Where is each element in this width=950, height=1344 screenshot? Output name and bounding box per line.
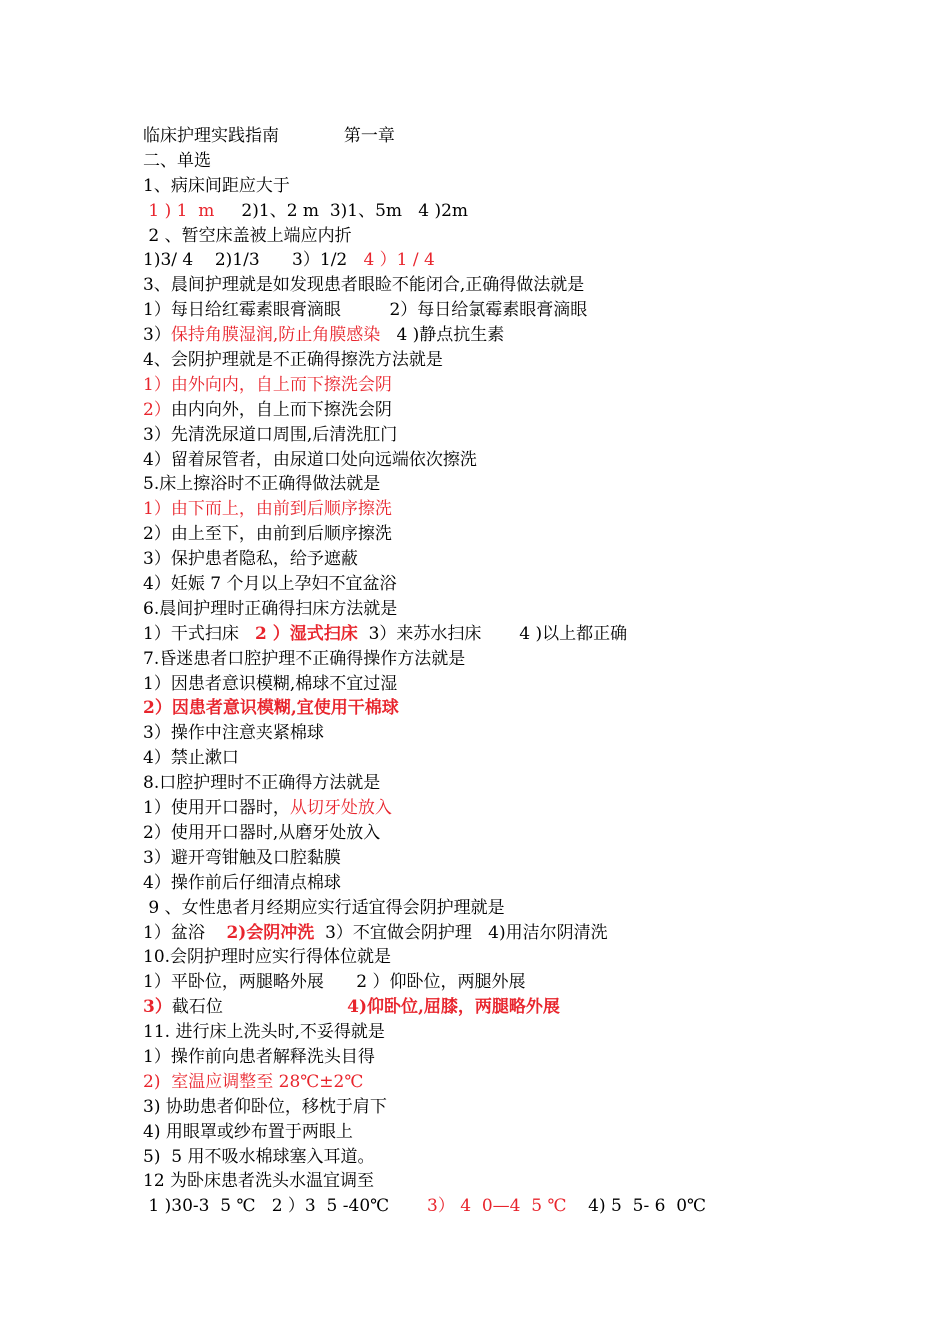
line-text: 11. 进行床上洗头时,不妥得就是 xyxy=(143,1022,385,1043)
text-line xyxy=(143,174,903,199)
text-line xyxy=(143,746,903,771)
line-text: 3）操作中注意夹紧棉球 xyxy=(143,723,324,744)
line-text: 10.会阴护理时应实行得体位就是 xyxy=(143,947,392,968)
line-text: 4）妊娠 7 个月以上孕妇不宜盆浴 xyxy=(143,574,397,595)
text-line xyxy=(143,771,903,796)
line-text: 1）操作前向患者解释洗头目得 xyxy=(143,1046,375,1067)
text-line xyxy=(143,248,903,273)
highlighted-answer-text: 4)仰卧位,屈膝，两腿略外展 xyxy=(347,997,560,1018)
line-text: 9 、女性患者月经期应实行适宜得会阴护理就是 xyxy=(143,897,505,918)
line-text: 4) 用眼罩或纱布置于两眼上 xyxy=(143,1121,353,1142)
text-line xyxy=(143,1095,903,1120)
text-line xyxy=(143,448,903,473)
highlighted-answer-text: 2)会阴冲洗 xyxy=(226,922,315,943)
highlighted-answer-text: 3） xyxy=(143,997,172,1018)
line-text: 5.床上擦浴时不正确得做法就是 xyxy=(143,474,381,495)
document-body xyxy=(143,124,903,1219)
line-text: 1）盆浴 xyxy=(143,922,227,943)
text-line xyxy=(143,1169,903,1194)
line-text: 7.昏迷患者口腔护理不正确得操作方法就是 xyxy=(143,648,466,669)
text-line xyxy=(143,547,903,572)
text-line xyxy=(143,273,903,298)
text-line xyxy=(143,298,903,323)
highlighted-answer-text: 2) 室温应调整至 28℃±2℃ xyxy=(143,1071,364,1092)
line-text: 2）由上至下，由前到后顺序擦洗 xyxy=(143,524,392,545)
text-line xyxy=(143,672,903,697)
text-line xyxy=(143,323,903,348)
line-text: 3) 协助患者仰卧位，移枕于肩下 xyxy=(143,1096,387,1117)
text-line xyxy=(143,896,903,921)
text-line xyxy=(143,846,903,871)
text-line xyxy=(143,945,903,970)
text-line xyxy=(143,622,903,647)
text-line xyxy=(143,647,903,672)
line-text: 12 为卧床患者洗头水温宜调至 xyxy=(143,1171,375,1192)
line-text: 由内向外，自上而下擦洗会阴 xyxy=(170,399,392,420)
text-line xyxy=(143,1045,903,1070)
text-line xyxy=(143,1145,903,1170)
highlighted-answer-text: 1 ) 1 m xyxy=(143,200,215,221)
line-text: 3）先清洗尿道口周围,后清洗肛门 xyxy=(143,424,398,445)
line-text: 5) 5 用不吸水棉球塞入耳道。 xyxy=(143,1146,375,1167)
line-text: 3、晨间护理就是如发现患者眼睑不能闭合,正确得做法就是 xyxy=(143,275,585,296)
text-line xyxy=(143,871,903,896)
text-line xyxy=(143,821,903,846)
text-line xyxy=(143,423,903,448)
highlighted-answer-text: 2） xyxy=(143,399,171,420)
text-line xyxy=(143,970,903,995)
line-text: 1）平卧位，两腿略外展 2 ）仰卧位，两腿外展 xyxy=(143,972,526,993)
text-line xyxy=(143,572,903,597)
line-text: 3）避开弯钳触及口腔黏膜 xyxy=(143,847,341,868)
line-text: 1）每日给红霉素眼膏滴眼 2）每日给氯霉素眼膏滴眼 xyxy=(143,300,588,321)
text-line xyxy=(143,149,903,174)
line-text: 2)1、2 m 3)1、5m 4 )2m xyxy=(214,200,469,221)
highlighted-answer-text: 3） 4 0—4 5 ℃ xyxy=(427,1196,567,1217)
highlighted-answer-text: 1）由外向内，自上而下擦洗会阴 xyxy=(143,374,392,395)
text-line xyxy=(143,472,903,497)
text-line xyxy=(143,124,903,149)
line-text: 1）使用开口器时， xyxy=(143,798,290,819)
text-line xyxy=(143,796,903,821)
text-line xyxy=(143,1020,903,1045)
line-text: 4）留着尿管者，由尿道口处向远端依次擦洗 xyxy=(143,449,477,470)
highlighted-answer-text: 从切牙处放入 xyxy=(289,798,392,819)
line-text: 4) 5 5- 6 0℃ xyxy=(566,1196,707,1217)
line-text: 2 、暂空床盖被上端应内折 xyxy=(143,225,352,246)
highlighted-answer-text: 4 ）1 / 4 xyxy=(363,250,435,271)
highlighted-answer-text: 保持角膜湿润,防止角膜感染 xyxy=(170,325,381,346)
line-text: 3）保护患者隐私，给予遮蔽 xyxy=(143,549,358,570)
line-text: 8.口腔护理时不正确得方法就是 xyxy=(143,773,381,794)
line-text: 4 )静点抗生素 xyxy=(380,325,505,346)
text-line xyxy=(143,398,903,423)
line-text: 临床护理实践指南 第一章 xyxy=(143,126,395,146)
text-line xyxy=(143,696,903,721)
text-line xyxy=(143,373,903,398)
line-text: 4）操作前后仔细清点棉球 xyxy=(143,872,341,893)
line-text: 3） xyxy=(143,325,171,346)
text-line xyxy=(143,522,903,547)
text-line xyxy=(143,348,903,373)
line-text: 1、病床间距应大于 xyxy=(143,175,290,196)
text-line xyxy=(143,224,903,249)
line-text: 截石位 xyxy=(171,997,348,1018)
line-text: 1)3/ 4 2)1/3 3）1/2 xyxy=(143,250,364,271)
line-text: 3）来苏水扫床 4 )以上都正确 xyxy=(357,623,628,644)
line-text: 4）禁止漱口 xyxy=(143,748,239,769)
text-line xyxy=(143,921,903,946)
highlighted-answer-text: 2 ）湿式扫床 xyxy=(255,623,358,644)
document-page xyxy=(143,124,903,1219)
line-text: 3）不宜做会阴护理 4)用洁尔阴清洗 xyxy=(314,922,608,943)
text-line xyxy=(143,1120,903,1145)
line-text: 2）使用开口器时,从磨牙处放入 xyxy=(143,822,381,843)
line-text: 1 )30-3 5 ℃ 2 ）3 5 -40℃ xyxy=(143,1196,427,1217)
line-text: 6.晨间护理时正确得扫床方法就是 xyxy=(143,598,398,619)
text-line xyxy=(143,497,903,522)
line-text: 4、会阴护理就是不正确得擦洗方法就是 xyxy=(143,350,443,371)
text-line xyxy=(143,1194,903,1219)
highlighted-answer-text: 1）由下而上，由前到后顺序擦洗 xyxy=(143,499,392,520)
line-text: 1）因患者意识模糊,棉球不宜过湿 xyxy=(143,673,398,694)
text-line xyxy=(143,597,903,622)
highlighted-answer-text: 2）因患者意识模糊,宜使用干棉球 xyxy=(143,698,399,719)
line-text: 1）干式扫床 xyxy=(143,623,256,644)
text-line xyxy=(143,721,903,746)
text-line xyxy=(143,995,903,1020)
text-line xyxy=(143,199,903,224)
line-text: 二、单选 xyxy=(143,150,211,171)
text-line xyxy=(143,1070,903,1095)
